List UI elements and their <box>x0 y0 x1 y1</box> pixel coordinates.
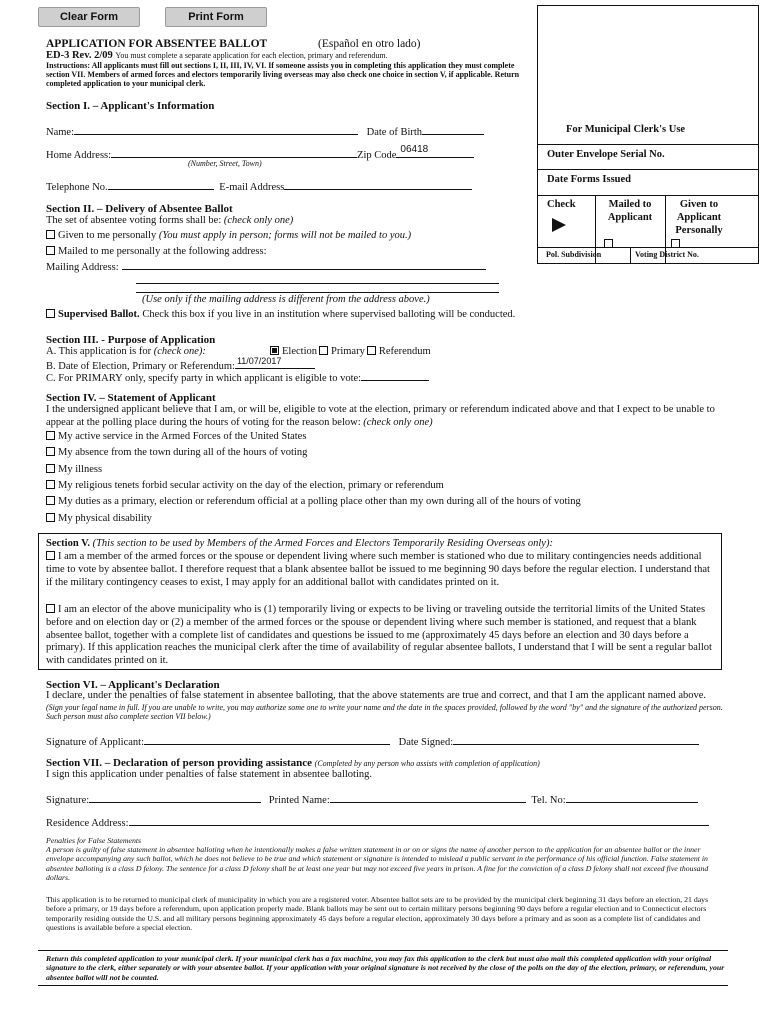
date-row: B. Date of Election, Primary or Referendum: 11/07/2017 <box>46 358 315 374</box>
mailed-label: Mailed to Applicant <box>607 199 653 223</box>
election-date-value: 11/07/2017 <box>236 356 282 366</box>
phone-row: Telephone No. E-mail Address <box>46 179 472 195</box>
section3-heading: Section III. - Purpose of Application <box>46 334 216 346</box>
printed-name-input[interactable] <box>330 792 526 803</box>
address-hint: (Number, Street, Town) <box>188 159 262 168</box>
reason-item: My active service in the Armed Forces of the United States <box>46 431 306 444</box>
given-personally-checkbox[interactable] <box>46 230 55 239</box>
residence-address-input[interactable] <box>129 815 709 826</box>
check-label: Check <box>547 199 576 210</box>
zip-input[interactable] <box>396 144 474 158</box>
reason-item: My illness <box>46 464 102 477</box>
dob-input[interactable] <box>422 124 484 135</box>
reason-checkbox[interactable] <box>46 513 55 522</box>
section5-box <box>38 533 722 670</box>
applicant-signature-row: Signature of Applicant: Date Signed: <box>46 734 699 750</box>
mailing-address-row: Mailing Address: <box>46 259 486 275</box>
mailing-address-input[interactable] <box>122 259 486 270</box>
home-address-input[interactable] <box>111 147 357 158</box>
delivery-prompt: The set of absentee voting forms shall be: (check only one) <box>46 215 294 226</box>
military-checkbox[interactable] <box>46 551 55 560</box>
spanish-note: (Español en otro lado) <box>318 38 421 50</box>
reason-item: My physical disability <box>46 513 152 526</box>
given-option: Given to me personally (You must apply in person; forms will not be mailed to you.) <box>46 230 411 243</box>
voting-district-label: Voting District No. <box>635 250 699 259</box>
section7-heading: Section VII. – Declaration of person providing assistance (Completed by any person who assists with completion of application) <box>46 757 540 769</box>
assistant-row: Signature: Printed Name: Tel. No: <box>46 792 698 808</box>
party-row: C. For PRIMARY only, specify party in which applicant is eligible to vote: <box>46 370 429 386</box>
military-paragraph: I am a member of the armed forces or the spouse or dependent living where such member is stationed who due to military contingencies needs additional time to vote by absentee ballot. I therefore request that a blank absentee ballot be issued to me beginning 90 days before the regular election. I understand that if the military contingency ceases to exist, I may apply for an additional ballot with candidates printed on it. <box>46 551 710 588</box>
reason-item: My absence from the town during all of the hours of voting <box>46 447 307 460</box>
supervised-checkbox[interactable] <box>46 309 55 318</box>
clerk-use-box <box>537 5 759 264</box>
reason-checkbox[interactable] <box>46 431 55 440</box>
section4-heading: Section IV. – Statement of Applicant <box>46 392 216 404</box>
election-date-input[interactable] <box>235 358 315 369</box>
mailing-hint: (Use only if the mailing address is different from the address above.) <box>142 294 430 305</box>
declaration-text: I declare, under the penalties of false statement in absentee balloting, that the above statements are true and correct, and that I am the applicant named above. <box>46 690 707 701</box>
email-input[interactable] <box>284 179 472 190</box>
reason-item: My religious tenets forbid secular activity on the day of the election, primary or referendum <box>46 480 444 493</box>
section2-heading: Section II. – Delivery of Absentee Ballot <box>46 203 233 215</box>
form-note: You must complete a separate application for each election, primary and referendum. <box>115 51 388 60</box>
mailing-address-line-3[interactable] <box>136 292 499 293</box>
assistant-tel-input[interactable] <box>566 792 698 803</box>
overseas-checkbox[interactable] <box>46 604 55 613</box>
mailed-option: Mailed to me personally at the following address: <box>46 246 267 259</box>
residence-row: Residence Address: <box>46 815 709 831</box>
instructions: Instructions: All applicants must fill out sections I, II, III, IV, VI. If someone assists you in completing this application they must complete section VII. Members of armed forces and electors temporarily living overseas may also check one choice in section V, if applicable. Return completed application to your municipal clerk. <box>46 61 520 89</box>
name-row: Name: Date of Birth <box>46 124 484 140</box>
date-forms-label: Date Forms Issued <box>547 174 631 185</box>
mailing-address-line-2[interactable] <box>136 283 499 284</box>
arrow-right-icon <box>552 218 566 232</box>
purpose-row: A. This application is for (check one): Election Primary Referendum <box>46 346 431 357</box>
reason-checkbox[interactable] <box>46 496 55 505</box>
referendum-checkbox[interactable] <box>367 346 376 355</box>
statement-text: I the undersigned applicant believe that I am, or will be, eligible to vote at the election, primary or referendum indicated above and that I expect to be unable to appear at the polling place during the hours of voting for the reason below: (check only one) <box>46 404 715 428</box>
given-label: Given to Applicant Personally <box>675 199 723 236</box>
phone-input[interactable] <box>108 179 214 190</box>
primary-checkbox[interactable] <box>319 346 328 355</box>
overseas-paragraph: I am an elector of the above municipality who is (1) temporarily living or expects to be living or traveling outside the territorial limits of the United States before and on election day or (2) a member of the armed forces or the spouse or dependent living where such member is stationed, and request that a blank absentee ballot, together with a complete list of candidates and questions be issued to me (approximately 45 days before an election and 30 days before a primary). If this application reaches the municipal clerk after the time of availability of regular absentee ballots, I understand that I will be sent a regular ballot with candidates printed on it. <box>46 604 712 667</box>
assistant-signature-input[interactable] <box>89 792 261 803</box>
address-row: Home Address: Zip Code 06418 <box>46 147 474 163</box>
clear-form-button[interactable]: Clear Form <box>38 7 140 27</box>
mailed-personally-checkbox[interactable] <box>46 246 55 255</box>
return-info: This application is to be returned to municipal clerk of municipality in which you are a registered voter. Absentee ballot sets are to be provided by the municipal clerk beginning 31 days before an election, 21 days before a primary, or 19 days before a referendum, upon application properly made. Blank ballots may be sent out to certain military persons beginning 90 days before a regular election and to Connecticut electors temporarily residing outside the U.S. and all military persons beginning approximately 45 days before a regular election, approximately 30 days before a primary and as soon as a complete list of candidates and questions is available before a special election. <box>46 895 709 933</box>
date-signed-input[interactable] <box>453 734 699 745</box>
penalties-heading: Penalties for False Statements <box>46 836 142 845</box>
pol-subdivision-label: Pol. Subdivision <box>546 250 602 259</box>
form-title: APPLICATION FOR ABSENTEE BALLOT <box>46 38 268 50</box>
section6-heading: Section VI. – Applicant's Declaration <box>46 679 220 691</box>
reason-checkbox[interactable] <box>46 480 55 489</box>
zip-value: 06418 <box>400 144 429 155</box>
party-input[interactable] <box>361 370 429 381</box>
clerk-box-title: For Municipal Clerk's Use <box>566 124 686 135</box>
applicant-signature-input[interactable] <box>144 734 390 745</box>
serial-label: Outer Envelope Serial No. <box>547 149 665 160</box>
election-checkbox[interactable] <box>270 346 279 355</box>
reason-checkbox[interactable] <box>46 464 55 473</box>
footer-note: Return this completed application to your municipal clerk. If your municipal clerk has a fax machine, you may fax this application to the clerk but must also mail this completed application with your original signature to the clerk, either separately or with your absentee ballot. If your application with your original signature is not received by the close of the polls on the day of the election, primary, or referendum, your absentee ballot will not be counted. <box>46 954 725 982</box>
reason-item: My duties as a primary, election or referendum official at a polling place other than my own during all of the hours of voting <box>46 496 581 509</box>
supervised-row: Supervised Ballot. Check this box if you live in an institution where supervised balloting will be conducted. <box>46 309 515 322</box>
print-form-button[interactable]: Print Form <box>165 7 267 27</box>
name-input[interactable] <box>74 124 358 135</box>
form-id: ED-3 Rev. 2/09 <box>46 50 113 61</box>
section5-heading: Section V. (This section to be used by Members of the Armed Forces and Electors Temporarily Residing Overseas only): <box>46 538 553 549</box>
section7-text: I sign this application under penalties of false statement in absentee balloting. <box>46 769 372 780</box>
penalties-text: A person is guilty of false statement in absentee balloting when he intentionally makes a false written statement in or on or signs the name of another person to the application for an absentee ballot or the inner envelope accompanying any such ballot, which he does not believe to be true and which statement or signature is intended to mislead a public servant in the performance of his official function. False statement in absentee balloting is a class D felony. The sentence for a class D felony shall be at least one year but may not exceed five years in prison. A fine for the conviction of a class D felony shall not exceed five thousand dollars. <box>46 845 709 883</box>
reason-checkbox[interactable] <box>46 447 55 456</box>
declaration-note: (Sign your legal name in full. If you are unable to write, you may authorize some one to write your name and the date in the spaces provided, followed by the word "by" and the signature of the authorized person. Such person must also complete section VII below.) <box>46 703 723 722</box>
section1-heading: Section I. – Applicant's Information <box>46 100 215 112</box>
